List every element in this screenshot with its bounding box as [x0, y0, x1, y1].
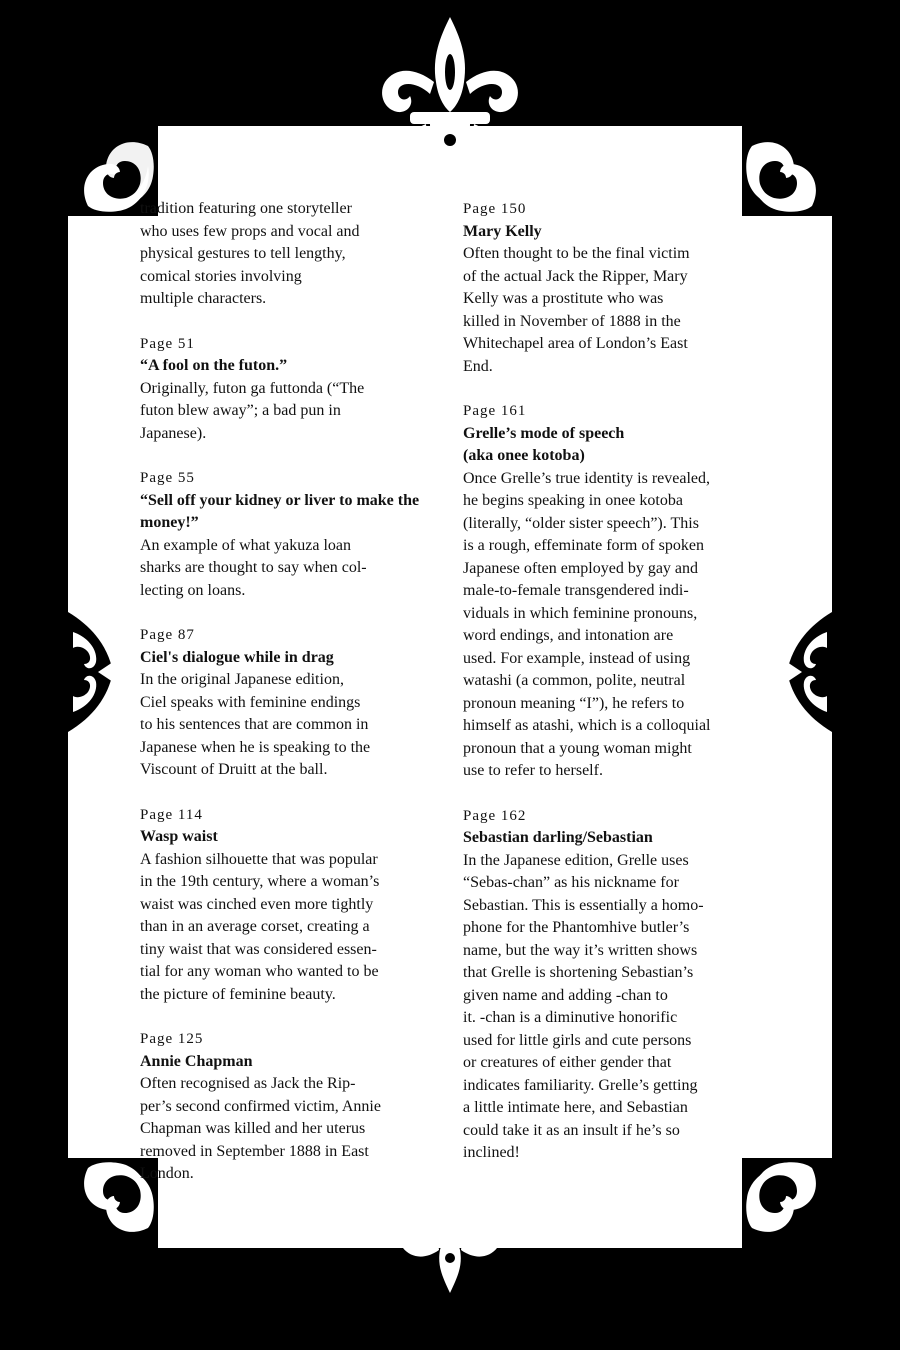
entry-heading: Ciel's dialogue while in drag [140, 648, 334, 666]
entry-line: Japanese often employed by gay and [463, 559, 699, 577]
entry-line: End. [463, 357, 493, 375]
entry-line: indicates familiarity. Grelle’s getting [463, 1076, 698, 1094]
entry-body [463, 243, 763, 378]
entry-line: Japanese when he is speaking to the [140, 738, 371, 756]
glossary-entry [463, 805, 763, 1165]
entry-heading: “A fool on the futon.” [140, 357, 288, 374]
page-reference: Page 87 [140, 627, 195, 643]
entry-body [140, 378, 440, 446]
entry-line: word endings, and intonation are [463, 627, 674, 644]
entry-line: could take it as an insult if he’s so [463, 1121, 680, 1139]
entry-line: Often recognised as Jack the Rip- [140, 1075, 356, 1092]
left-column [140, 198, 440, 1208]
entry-line: Sebastian. This is essentially a homo- [463, 896, 704, 914]
intro-line: physical gestures to tell lengthy, [140, 245, 346, 262]
entry-body [140, 1073, 440, 1186]
entry-line: Chapman was killed and her uterus [140, 1120, 366, 1137]
fleur-de-lis-ornament-top [370, 12, 530, 187]
entry-line: a little intimate here, and Sebastian [463, 1099, 688, 1116]
entry-line: male-to-female transgendered indi- [463, 582, 689, 599]
entry-line: used. For example, instead of using [463, 649, 691, 667]
entry-body [463, 850, 763, 1165]
entry-line: watashi (a common, polite, neutral [463, 672, 686, 689]
entry-line: In the Japanese edition, Grelle uses [463, 851, 689, 869]
entry-line: A fashion silhouette that was popular [140, 850, 378, 868]
entry-line: lecting on loans. [140, 581, 246, 599]
entry-line: killed in November of 1888 in the [463, 312, 681, 330]
entry-line: waist was cinched even more tightly [140, 895, 374, 913]
glossary-entry [140, 467, 440, 602]
entry-line: futon blew away”; a bad pun in [140, 402, 341, 419]
entry-line: himself as atashi, which is a colloquial [463, 717, 711, 734]
entry-line: Viscount of Druitt at the ball. [140, 761, 328, 778]
entry-line: in the 19th century, where a woman’s [140, 873, 380, 890]
entry-line: use to refer to herself. [463, 762, 603, 779]
page-reference: Page 114 [140, 806, 203, 823]
entry-line: In the original Japanese edition, [140, 671, 344, 688]
entry-heading: Annie Chapman [140, 1052, 253, 1070]
side-flourish-ornament-right [767, 612, 832, 732]
entry-line: tiny waist that was considered essen- [140, 940, 377, 958]
entry-line: removed in September 1888 in East [140, 1142, 369, 1160]
entry-line: that Grelle is shortening Sebastian’s [463, 964, 694, 981]
entry-line: Often thought to be the final victim [463, 245, 690, 262]
page-reference: Page 161 [463, 403, 527, 419]
entry-line: given name and adding -chan to [463, 986, 668, 1004]
page-reference: Page 51 [140, 335, 195, 352]
entry-body [463, 468, 763, 783]
intro-line: multiple characters. [140, 290, 267, 307]
intro-line: who uses few props and vocal and [140, 222, 360, 240]
entry-line: than in an average corset, creating a [140, 918, 370, 935]
glossary-entry [140, 333, 440, 446]
entry-heading: “Sell off your kidney or liver to make the money!” [140, 491, 420, 531]
entry-line: he begins speaking in onee kotoba [463, 492, 683, 509]
entry-line: phone for the Phantomhive butler’s [463, 919, 690, 936]
glossary-entry [463, 198, 763, 378]
page-reference: Page 55 [140, 470, 195, 486]
glossary-entry [140, 624, 440, 782]
entry-line: Kelly was a prostitute who was [463, 290, 664, 307]
entry-line: per’s second confirmed victim, Annie [140, 1097, 381, 1115]
entry-line: Whitechapel area of London’s East [463, 335, 688, 352]
entry-line: is a rough, effeminate form of spoken [463, 537, 704, 554]
entry-body [140, 669, 440, 782]
entry-heading: Grelle’s mode of speech [463, 424, 625, 442]
glossary-entry [140, 1028, 440, 1186]
entry-line: used for little girls and cute persons [463, 1031, 692, 1049]
entry-line: pronoun that a young woman might [463, 739, 692, 757]
entry-heading: Wasp waist [140, 828, 218, 845]
entry-line: Japanese). [140, 424, 207, 442]
entry-line: sharks are thought to say when col- [140, 559, 367, 576]
fleur-de-lis-ornament-bottom [393, 1208, 507, 1298]
side-flourish-ornament-left [68, 612, 133, 732]
glossary-entry [463, 400, 763, 783]
entry-line: viduals in which feminine pronouns, [463, 604, 698, 622]
entry-line: London. [140, 1165, 194, 1182]
entry-heading: Mary Kelly [463, 222, 542, 240]
entry-line: pronoun meaning “I”), he refers to [463, 694, 685, 712]
entry-line: name, but the way it’s written shows [463, 941, 698, 959]
intro-paragraph [140, 198, 440, 311]
entry-line: Once Grelle’s true identity is revealed, [463, 469, 711, 487]
entry-line: An example of what yakuza loan [140, 536, 352, 554]
entry-heading: Sebastian darling/Sebastian [463, 829, 653, 846]
page-reference: Page 125 [140, 1031, 204, 1047]
intro-line: tradition featuring one storyteller [140, 200, 352, 217]
glossary-entry [140, 804, 440, 1007]
page-reference: Page 150 [463, 201, 527, 217]
entry-line: (literally, “older sister speech”). This [463, 514, 699, 532]
entry-line: Ciel speaks with feminine endings [140, 693, 361, 711]
entry-line: it. -chan is a diminutive honorific [463, 1009, 678, 1026]
entry-line: the picture of feminine beauty. [140, 985, 336, 1003]
entry-body [140, 849, 440, 1007]
entry-heading-sub: (aka onee kotoba) [463, 447, 585, 464]
entry-line: Originally, futon ga futtonda (“The [140, 379, 365, 397]
entry-line: inclined! [463, 1144, 520, 1161]
entry-line: of the actual Jack the Ripper, Mary [463, 267, 688, 285]
page-reference: Page 162 [463, 807, 527, 824]
entry-line: “Sebas-chan” as his nickname for [463, 874, 679, 891]
entry-body [140, 535, 440, 603]
entry-line: or creatures of either gender that [463, 1054, 672, 1071]
entry-line: to his sentences that are common in [140, 716, 369, 733]
intro-line: comical stories involving [140, 267, 302, 285]
entry-line: tial for any woman who wanted to be [140, 963, 379, 980]
right-column [463, 198, 763, 1187]
